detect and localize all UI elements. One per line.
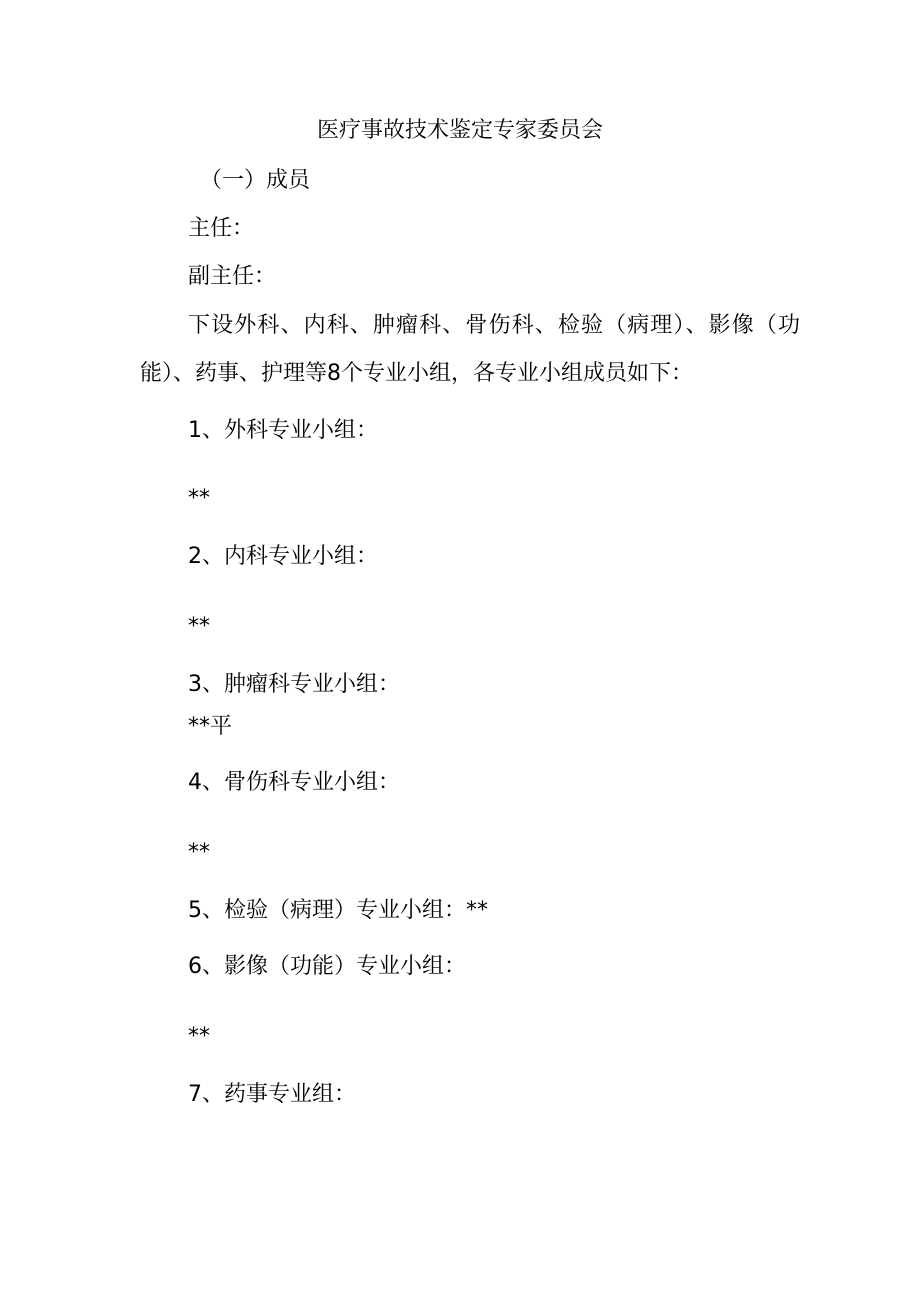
group-members-orthopedics: ** bbox=[188, 840, 210, 865]
director-label: 主任： bbox=[188, 216, 255, 241]
group-heading-orthopedics: 4、骨伤科专业小组： bbox=[188, 770, 400, 795]
group-heading-laboratory-pathology: 5、检验（病理）专业小组：** bbox=[188, 898, 488, 923]
document-title: 医疗事故技术鉴定专家委员会 bbox=[316, 118, 603, 143]
group-heading-imaging-function: 6、影像（功能）专业小组： bbox=[188, 954, 466, 979]
group-heading-pharmacy: 7、药事专业组： bbox=[188, 1082, 356, 1107]
group-heading-surgery: 1、外科专业小组： bbox=[188, 418, 378, 443]
deputy-director-label: 副主任： bbox=[188, 264, 277, 289]
group-heading-oncology: 3、肿瘤科专业小组： bbox=[188, 672, 400, 697]
group-heading-internal-medicine: 2、内科专业小组： bbox=[188, 544, 378, 569]
intro-paragraph: 下设外科、内科、肿瘤科、骨伤科、检验（病理）、影像（功能）、药事、护理等8个专业小组，各专业小组成员如下： bbox=[140, 313, 800, 386]
group-members-imaging-function: ** bbox=[188, 1024, 210, 1049]
group-members-surgery: ** bbox=[188, 486, 210, 511]
group-members-oncology: **平 bbox=[188, 714, 233, 739]
group-members-internal-medicine: ** bbox=[188, 614, 210, 639]
section-heading: （一）成员 bbox=[200, 168, 311, 193]
